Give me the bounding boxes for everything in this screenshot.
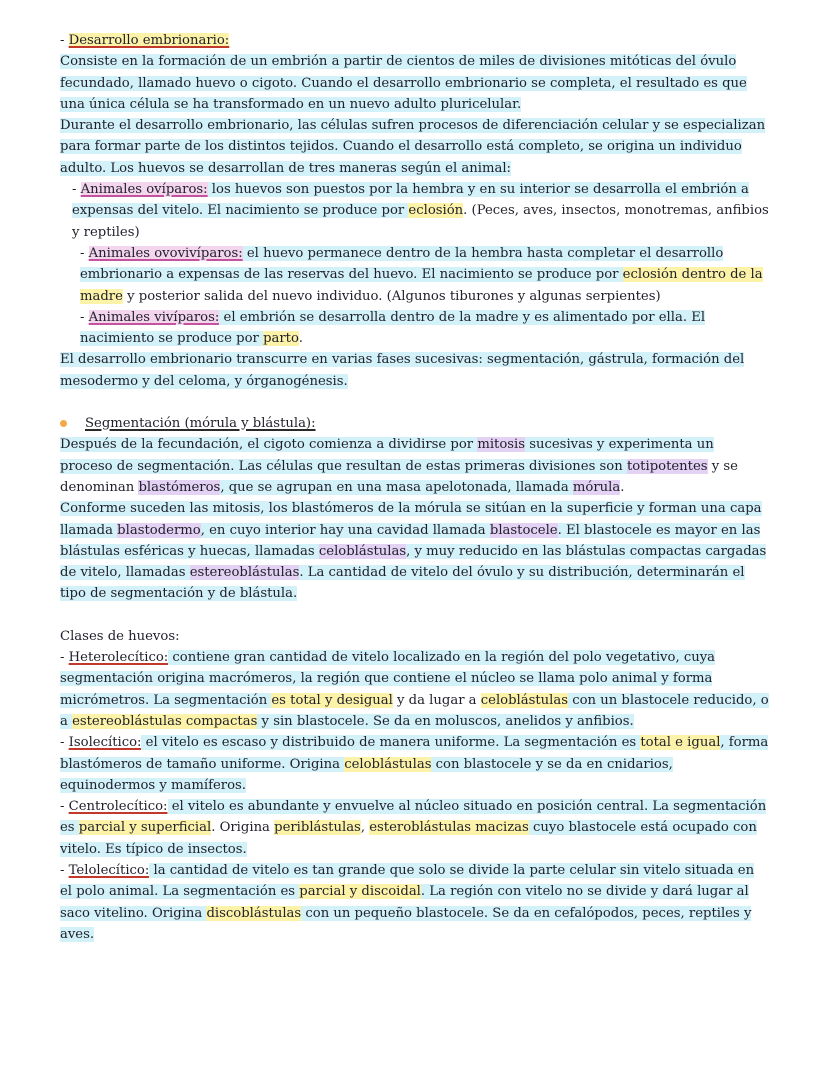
paragraph (60, 349, 770, 392)
section-segmentacion-heading (60, 413, 770, 434)
key-term: totipotentes (626, 458, 708, 474)
dash: - (72, 182, 81, 198)
text: . (298, 331, 303, 347)
key-term: eclosión (408, 203, 464, 219)
list-item-heterolecitico (60, 647, 770, 732)
paragraph (60, 434, 770, 498)
text: , en cuyo interior hay una cavidad llamada (200, 522, 490, 538)
text: . El blastocele es mayor en las blástulas esféricas y huecas, llamadas (60, 522, 761, 559)
key-term: parcial y discoidal (299, 884, 421, 900)
orange-bullet-icon (60, 420, 67, 427)
spacer (60, 605, 770, 626)
text: . Origina (211, 820, 275, 836)
term: Centrolecítico: (68, 799, 168, 815)
key-term: mórula (572, 479, 621, 495)
text: El desarrollo embrionario transcurre en varias fases sucesivas: segmentación, gástrula, formación del mesodermo y del celoma, y órganogénesis. (60, 352, 745, 389)
section-title: Segmentación (mórula y blástula): (85, 416, 316, 432)
text: Consiste en la formación de un embrión a partir de cientos de miles de divisiones mitóticas del óvulo fecundado, llamado huevo o cigoto. Cuando el desarrollo embrionario se completa, el resultado es que una única célula se ha transformado en un nuevo adulto pluricelular. (60, 54, 747, 112)
key-term: total e igual (640, 735, 721, 751)
text: el vitelo es escaso y distribuido de manera uniforme. La segmentación es (141, 735, 641, 751)
text: y da lugar a (392, 692, 481, 708)
key-term: celoblástulas (480, 692, 569, 708)
term: Heterolecítico: (68, 650, 169, 666)
text: Después de la fecundación, el cigoto comienza a dividirse por (60, 437, 478, 453)
text: , que se agrupan en una masa apelotonada, llamada (220, 479, 573, 495)
paragraph (60, 51, 770, 115)
key-term: parto (263, 331, 299, 347)
key-term: periblástulas (274, 820, 361, 836)
key-term: celoblástulas (318, 543, 407, 559)
section-title: Desarrollo embrionario: (68, 33, 230, 48)
key-term: blastodermo (117, 522, 201, 538)
text: y sin blastocele. Se da en moluscos, anelidos y anfibios. (257, 713, 634, 729)
spacer (60, 392, 770, 413)
section-desarrollo-heading (60, 30, 770, 51)
text: la cantidad de vitelo es tan grande que solo se divide la parte celular sin vitelo situada en el polo animal. La segmentación es (60, 862, 755, 900)
key-term: eclosión dentro de la madre (80, 267, 763, 304)
term: Animales ovíparos: (80, 182, 208, 198)
text: . (Peces, aves, insectos, monotremas, anfibios y reptiles) (72, 203, 769, 240)
text: , y muy reducido en las blástulas compactas cargadas de vitelo, llamadas (60, 543, 767, 581)
dash: - (60, 862, 69, 878)
key-term: mitosis (477, 437, 526, 453)
text: Conforme suceden las mitosis, los blastómeros de la mórula se sitúan en la superficie y forman una capa llamada (60, 501, 762, 538)
paragraph (60, 115, 770, 179)
text: con un blastocele reducido, o a (60, 692, 769, 729)
term: Animales vivíparos: (88, 309, 220, 325)
dash: - (60, 735, 69, 751)
dash: - (60, 33, 69, 48)
list-item-isolecitico (60, 732, 770, 796)
text: el vitelo es abundante y envuelve al núcleo situado en posición central. La segmentación es (60, 799, 767, 836)
term: Telolecítico: (68, 862, 150, 878)
key-term: esteroblástulas macizas (369, 820, 529, 836)
key-term: estereoblástulas compactas (72, 713, 258, 729)
text: con blastocele y se da en cnidarios, equinodermos y mamíferos. (60, 756, 673, 793)
section-clases-heading (60, 626, 770, 647)
list-item-ovoviviparos (60, 243, 770, 307)
key-term: parcial y superficial (78, 820, 212, 836)
dash: - (80, 309, 89, 325)
list-item-viviparos (60, 307, 770, 350)
key-term: celoblástulas (344, 756, 432, 772)
text: los huevos son puestos por la hembra y en su interior se desarrolla el embrión a expensas del vitelo. El nacimiento se produce por (72, 182, 749, 219)
key-term: blastómeros (138, 479, 221, 495)
text: . (620, 479, 625, 495)
text: el embrión se desarrolla dentro de la madre y es alimentado por ella. El nacimiento se produce por (80, 309, 706, 347)
section-title: Clases de huevos: (60, 628, 180, 644)
text: y se denominan (60, 458, 738, 495)
text: contiene gran cantidad de vitelo localizado en la región del polo vegetativo, cuya segmentación origina macrómeros, la región que contiene el núcleo se llama polo animal y forma micrómetros. La segmentación (60, 650, 716, 708)
text: , forma blastómeros de tamaño uniforme. Origina (60, 735, 769, 772)
paragraph (60, 498, 770, 604)
key-term: blastocele (489, 522, 558, 538)
text: cuyo blastocele está ocupado con vitelo. Es típico de insectos. (60, 820, 757, 857)
text: , (360, 820, 370, 836)
key-term: es total y desigual (271, 692, 393, 708)
dash: - (60, 650, 69, 666)
key-term: estereoblástulas (189, 565, 300, 581)
key-term: discoblástulas (206, 905, 302, 921)
text: . La región con vitelo no se divide y dará lugar al saco vitelino. Origina (60, 884, 749, 921)
text: y posterior salida del nuevo individuo. (Algunos tiburones y algunas serpientes) (122, 288, 661, 304)
dash: - (60, 799, 69, 815)
list-item-centrolecitico (60, 796, 770, 860)
term: Isolecítico: (68, 735, 142, 751)
dash: - (80, 245, 89, 261)
text: el huevo permanece dentro de la hembra hasta completar el desarrollo embrionario a expensas de las reservas del huevo. El nacimiento se produce por (80, 245, 724, 283)
list-item-telolecitico (60, 860, 770, 945)
text: con un pequeño blastocele. Se da en cefalópodos, peces, reptiles y aves. (60, 905, 752, 942)
text: . La cantidad de vitelo del óvulo y su distribución, determinarán el tipo de segmentación y de blástula. (60, 565, 745, 602)
text: Durante el desarrollo embrionario, las células sufren procesos de diferenciación celular y se especializan para formar parte de los distintos tejidos. Cuando el desarrollo está completo, se origina un individuo adulto. Los huevos se desarrollan de tres maneras según el animal: (60, 118, 766, 176)
term: Animales ovovivíparos: (88, 245, 243, 261)
list-item-oviparos (60, 179, 770, 243)
text: sucesivas y experimenta un proceso de segmentación. Las células que resultan de estas primeras divisiones son (60, 437, 714, 474)
